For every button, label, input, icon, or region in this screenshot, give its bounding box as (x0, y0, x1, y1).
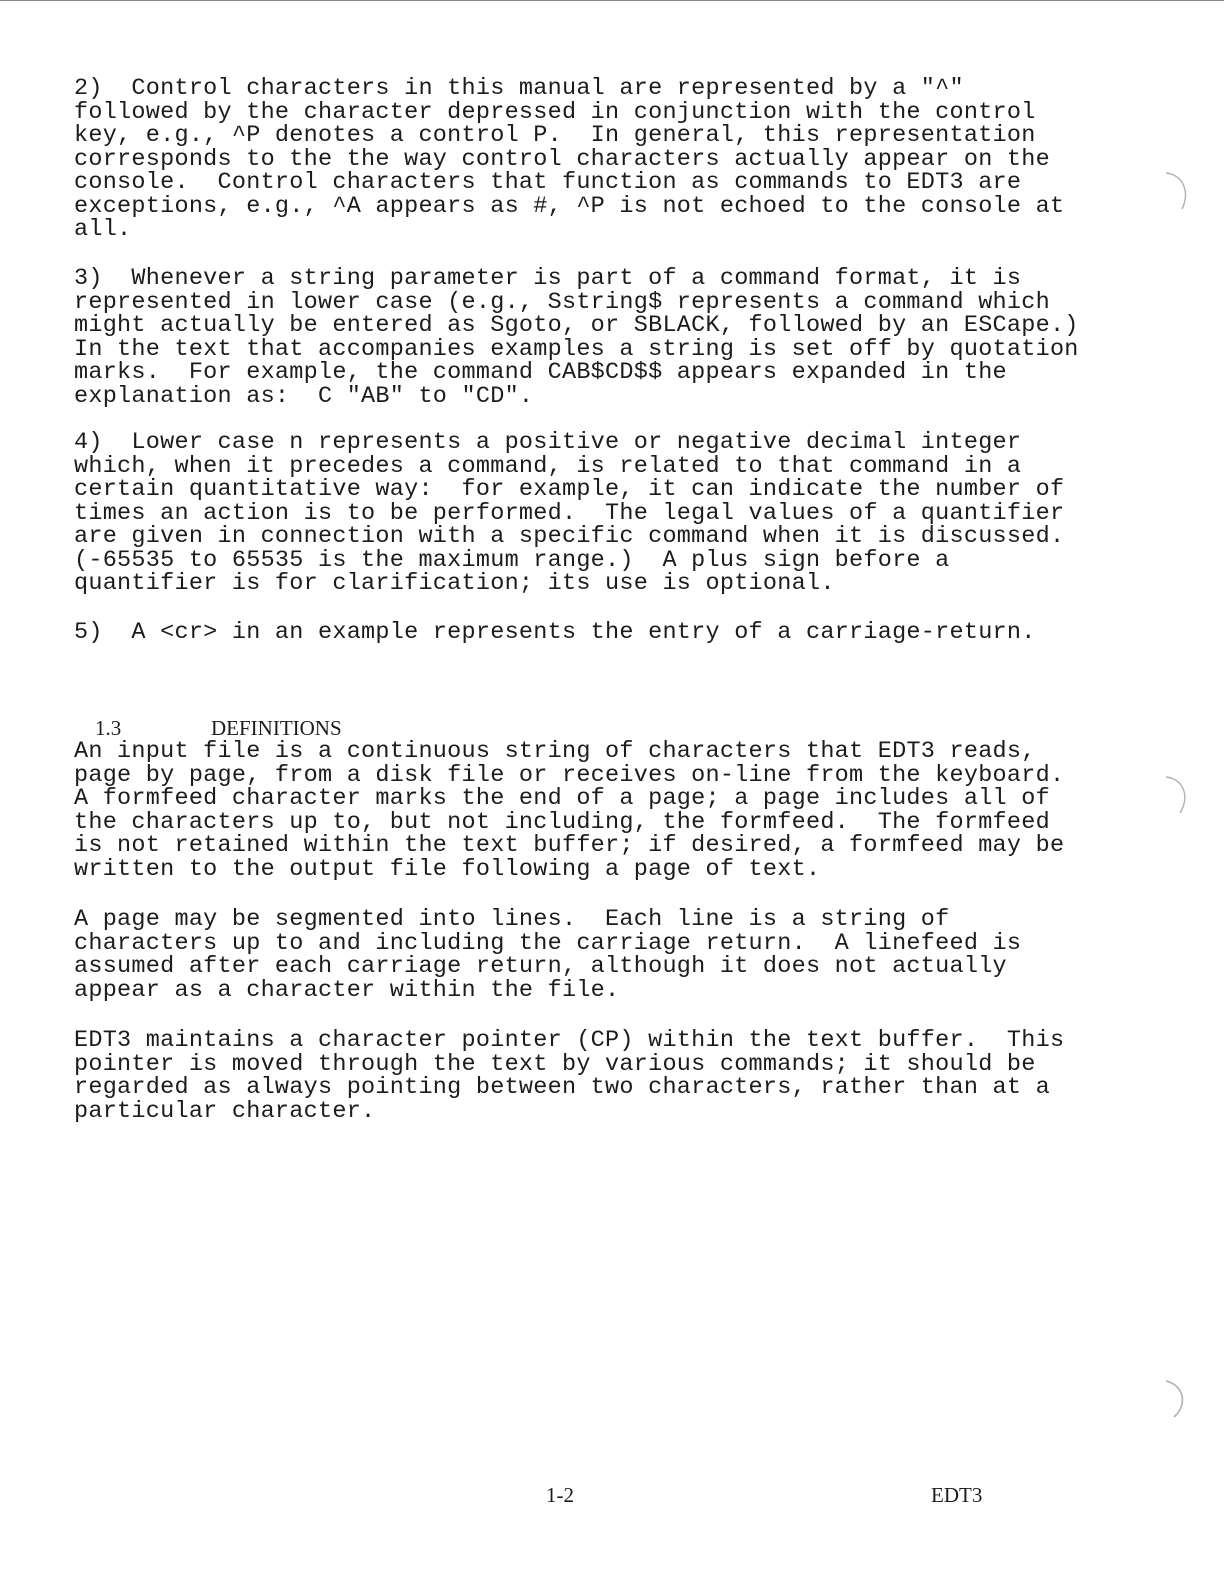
paragraph-quantifier: 4) Lower case n represents a positive or negative decimal integer which, when it precedes a command, is related to that command in a certain quantitative way: for example, it can indicate the number of times an action is to be performed. The legal values of a quantifier are given in connection with a specific command when it is discussed. (-65535 to 65535 is the maximum range.) A plus sign before a quantifier is for clarification; its use is optional. (74, 429, 1065, 597)
paragraph-control-characters: 2) Control characters in this manual are represented by a "^" followed by the character depressed in conjunction with the control key, e.g., ^P denotes a control P. In general, this representation corresponds to the the way control characters actually appear on the console. Control characters that function as commands to EDT3 are exceptions, e.g., ^A appears as #, ^P is not echoed to the console at all. (74, 75, 1065, 243)
section-title: DEFINITIONS (211, 716, 342, 740)
document-page (0, 1, 1224, 1585)
document-name: EDT3 (931, 1483, 983, 1507)
definition-character-pointer: EDT3 maintains a character pointer (CP) within the text buffer. This pointer is moved through the text by various commands; it should be regarded as always pointing between two characters, rather than at a particular character. (74, 1027, 1065, 1125)
punch-hole-bottom-icon (1160, 1377, 1200, 1421)
section-number: 1.3 (95, 716, 122, 740)
page-number: 1-2 (546, 1483, 574, 1507)
punch-hole-top-icon (1162, 169, 1202, 213)
paragraph-string-parameter: 3) Whenever a string parameter is part of a command format, it is represented in lower case (e.g., Sstring$ represents a command which might actually be entered as Sgoto, or SBLACK, followed by an ESCape.) In the text that accompanies examples a string is set off by quotation marks. For example, the command CAB$CD$$ appears expanded in the explanation as: C "AB" to "CD". (74, 265, 1079, 410)
punch-hole-middle-icon (1162, 773, 1202, 817)
definition-input-file: An input file is a continuous string of characters that EDT3 reads, page by page, from a disk file or receives on-line from the keyboard. A formfeed character marks the end of a page; a page includes all of the characters up to, but not including, the formfeed. The formfeed is not retained within the text buffer; if desired, a formfeed may be written to the output file following a page of text. (74, 738, 1065, 883)
paragraph-carriage-return: 5) A <cr> in an example represents the entry of a carriage-return. (74, 619, 1036, 646)
definition-lines: A page may be segmented into lines. Each line is a string of characters up to and including the carriage return. A linefeed is assumed after each carriage return, although it does not actually appear as a character within the file. (74, 906, 1022, 1004)
